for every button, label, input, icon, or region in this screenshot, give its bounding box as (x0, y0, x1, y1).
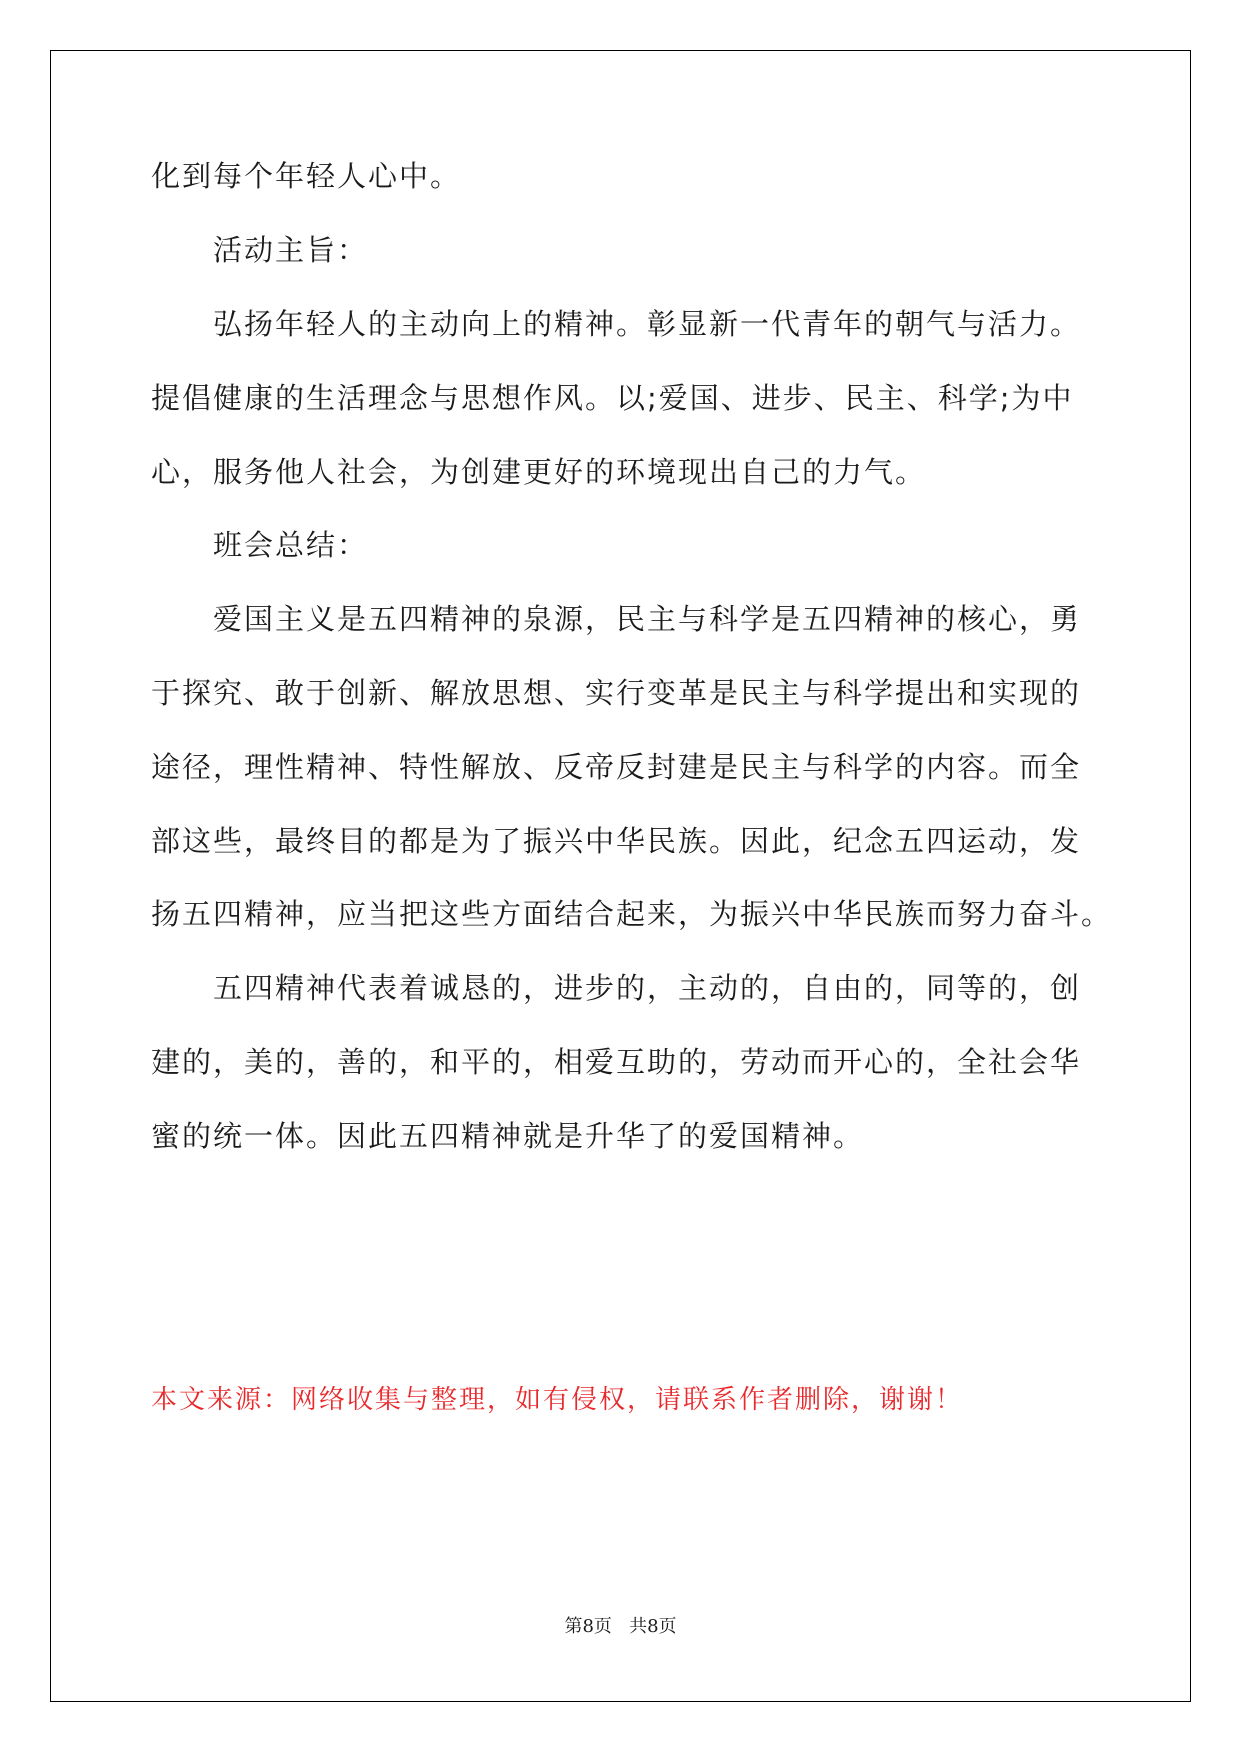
paragraph-line: 部这些，最终目的都是为了振兴中华民族。因此，纪念五四运动，发 (151, 824, 1082, 858)
paragraph-line: 建的，美的，善的，和平的，相爱互助的，劳动而开心的，全社会华 (151, 1045, 1082, 1079)
paragraph-line: 途径，理性精神、特性解放、反帝反封建是民主与科学的内容。而全 (151, 750, 1082, 784)
paragraph-line: 五四精神代表着诚恳的，进步的，主动的，自由的，同等的，创 (213, 971, 1082, 1005)
paragraph-line: 提倡健康的生活理念与思想作风。以;爱国、进步、民主、科学;为中 (151, 381, 1074, 415)
paragraph-line: 蜜的统一体。因此五四精神就是升华了的爱国精神。 (151, 1119, 865, 1153)
paragraph-line: 化到每个年轻人心中。 (151, 159, 462, 193)
source-disclaimer: 本文来源：网络收集与整理，如有侵权，请联系作者删除，谢谢！ (151, 1385, 964, 1415)
paragraph-line: 于探究、敢于创新、解放思想、实行变革是民主与科学提出和实现的 (151, 676, 1082, 710)
section-heading-purpose: 活动主旨： (213, 233, 369, 267)
paragraph-line: 爱国主义是五四精神的泉源，民主与科学是五四精神的核心，勇 (213, 602, 1082, 636)
page-border (50, 50, 1191, 1702)
paragraph-line: 心，服务他人社会，为创建更好的环境现出自己的力气。 (151, 455, 927, 489)
paragraph-line: 弘扬年轻人的主动向上的精神。彰显新一代青年的朝气与活力。 (213, 307, 1082, 341)
page-number-footer: 第8页 共8页 (564, 1616, 677, 1637)
paragraph-line: 扬五四精神，应当把这些方面结合起来，为振兴中华民族而努力奋斗。 (151, 897, 1113, 931)
section-heading-summary: 班会总结： (213, 528, 369, 562)
